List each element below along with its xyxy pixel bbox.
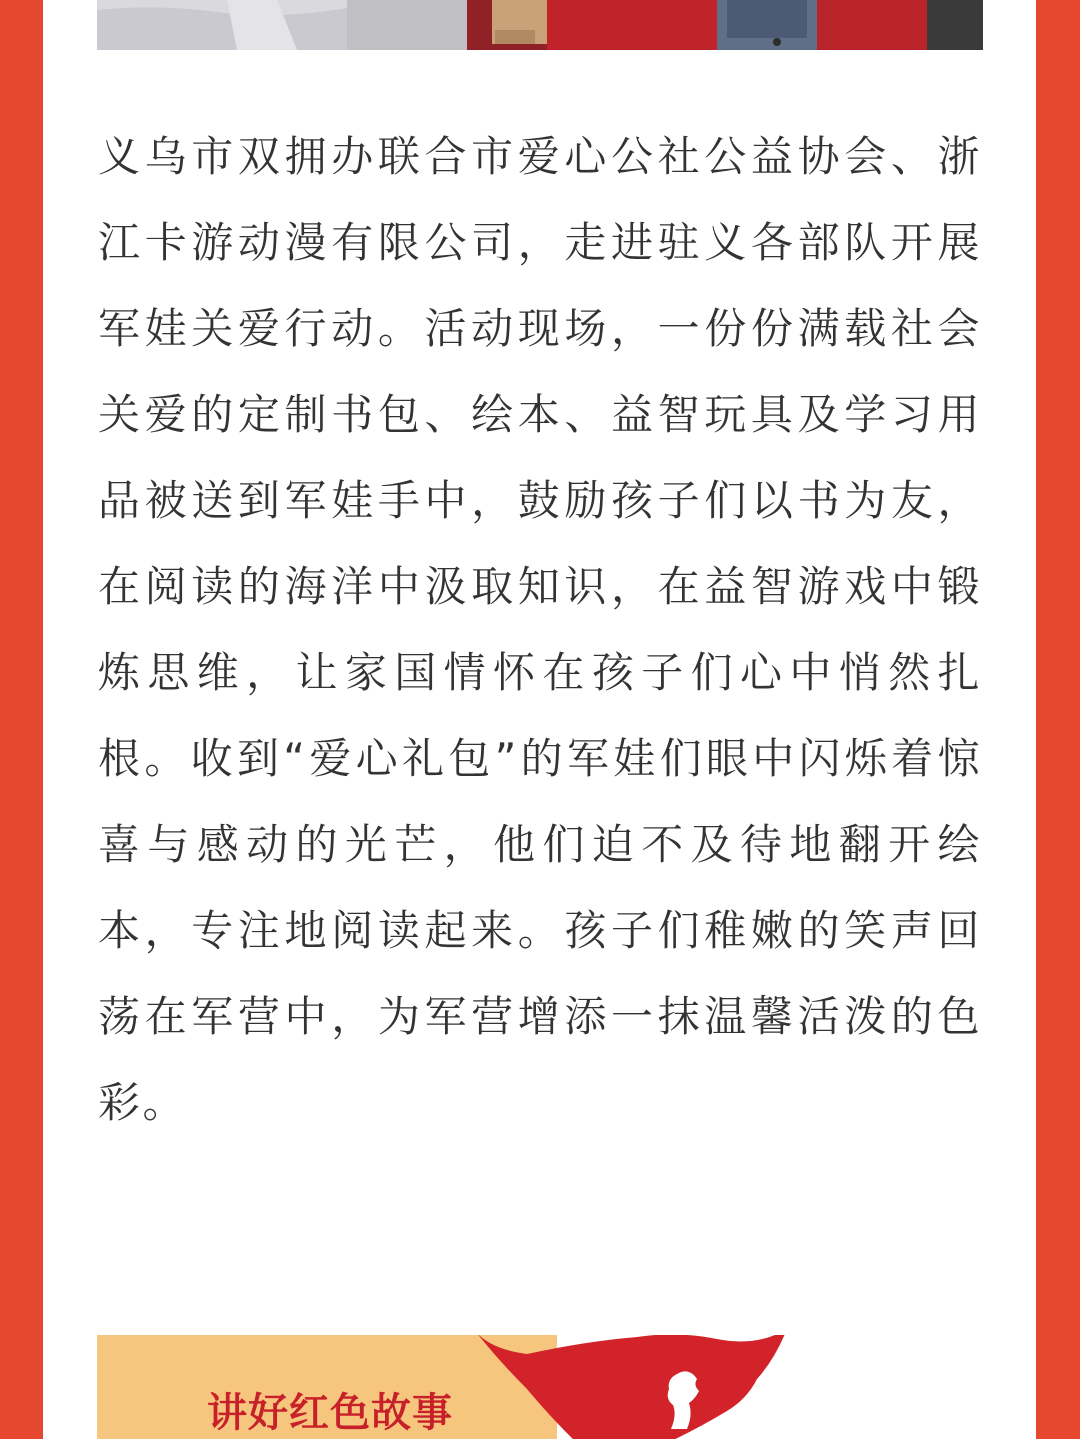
red-flag-icon xyxy=(457,1335,817,1439)
article-paragraph: 义乌市双拥办联合市爱心公社公益协会、浙江卡游动漫有限公司，走进驻义各部队开展军娃关爱行动。活动现场，一份份满载社会关爱的定制书包、绘本、益智玩具及学习用品被送到军娃手中，鼓励孩子们以书为友，在阅读的海洋中汲取知识，在益智游戏中锻炼思维，让家国情怀在孩子们心中悄然扎根。收到“爱心礼包”的军娃们眼中闪烁着惊喜与感动的光芒，他们迫不及待地翻开绘本，专注地阅读起来。孩子们稚嫩的笑声回荡在军营中，为军营增添一抹温馨活泼的色彩。 xyxy=(98,132,982,1127)
event-photo xyxy=(97,0,983,50)
banner-title: 讲好红色故事 xyxy=(207,1390,453,1436)
section-banner xyxy=(97,1335,983,1439)
